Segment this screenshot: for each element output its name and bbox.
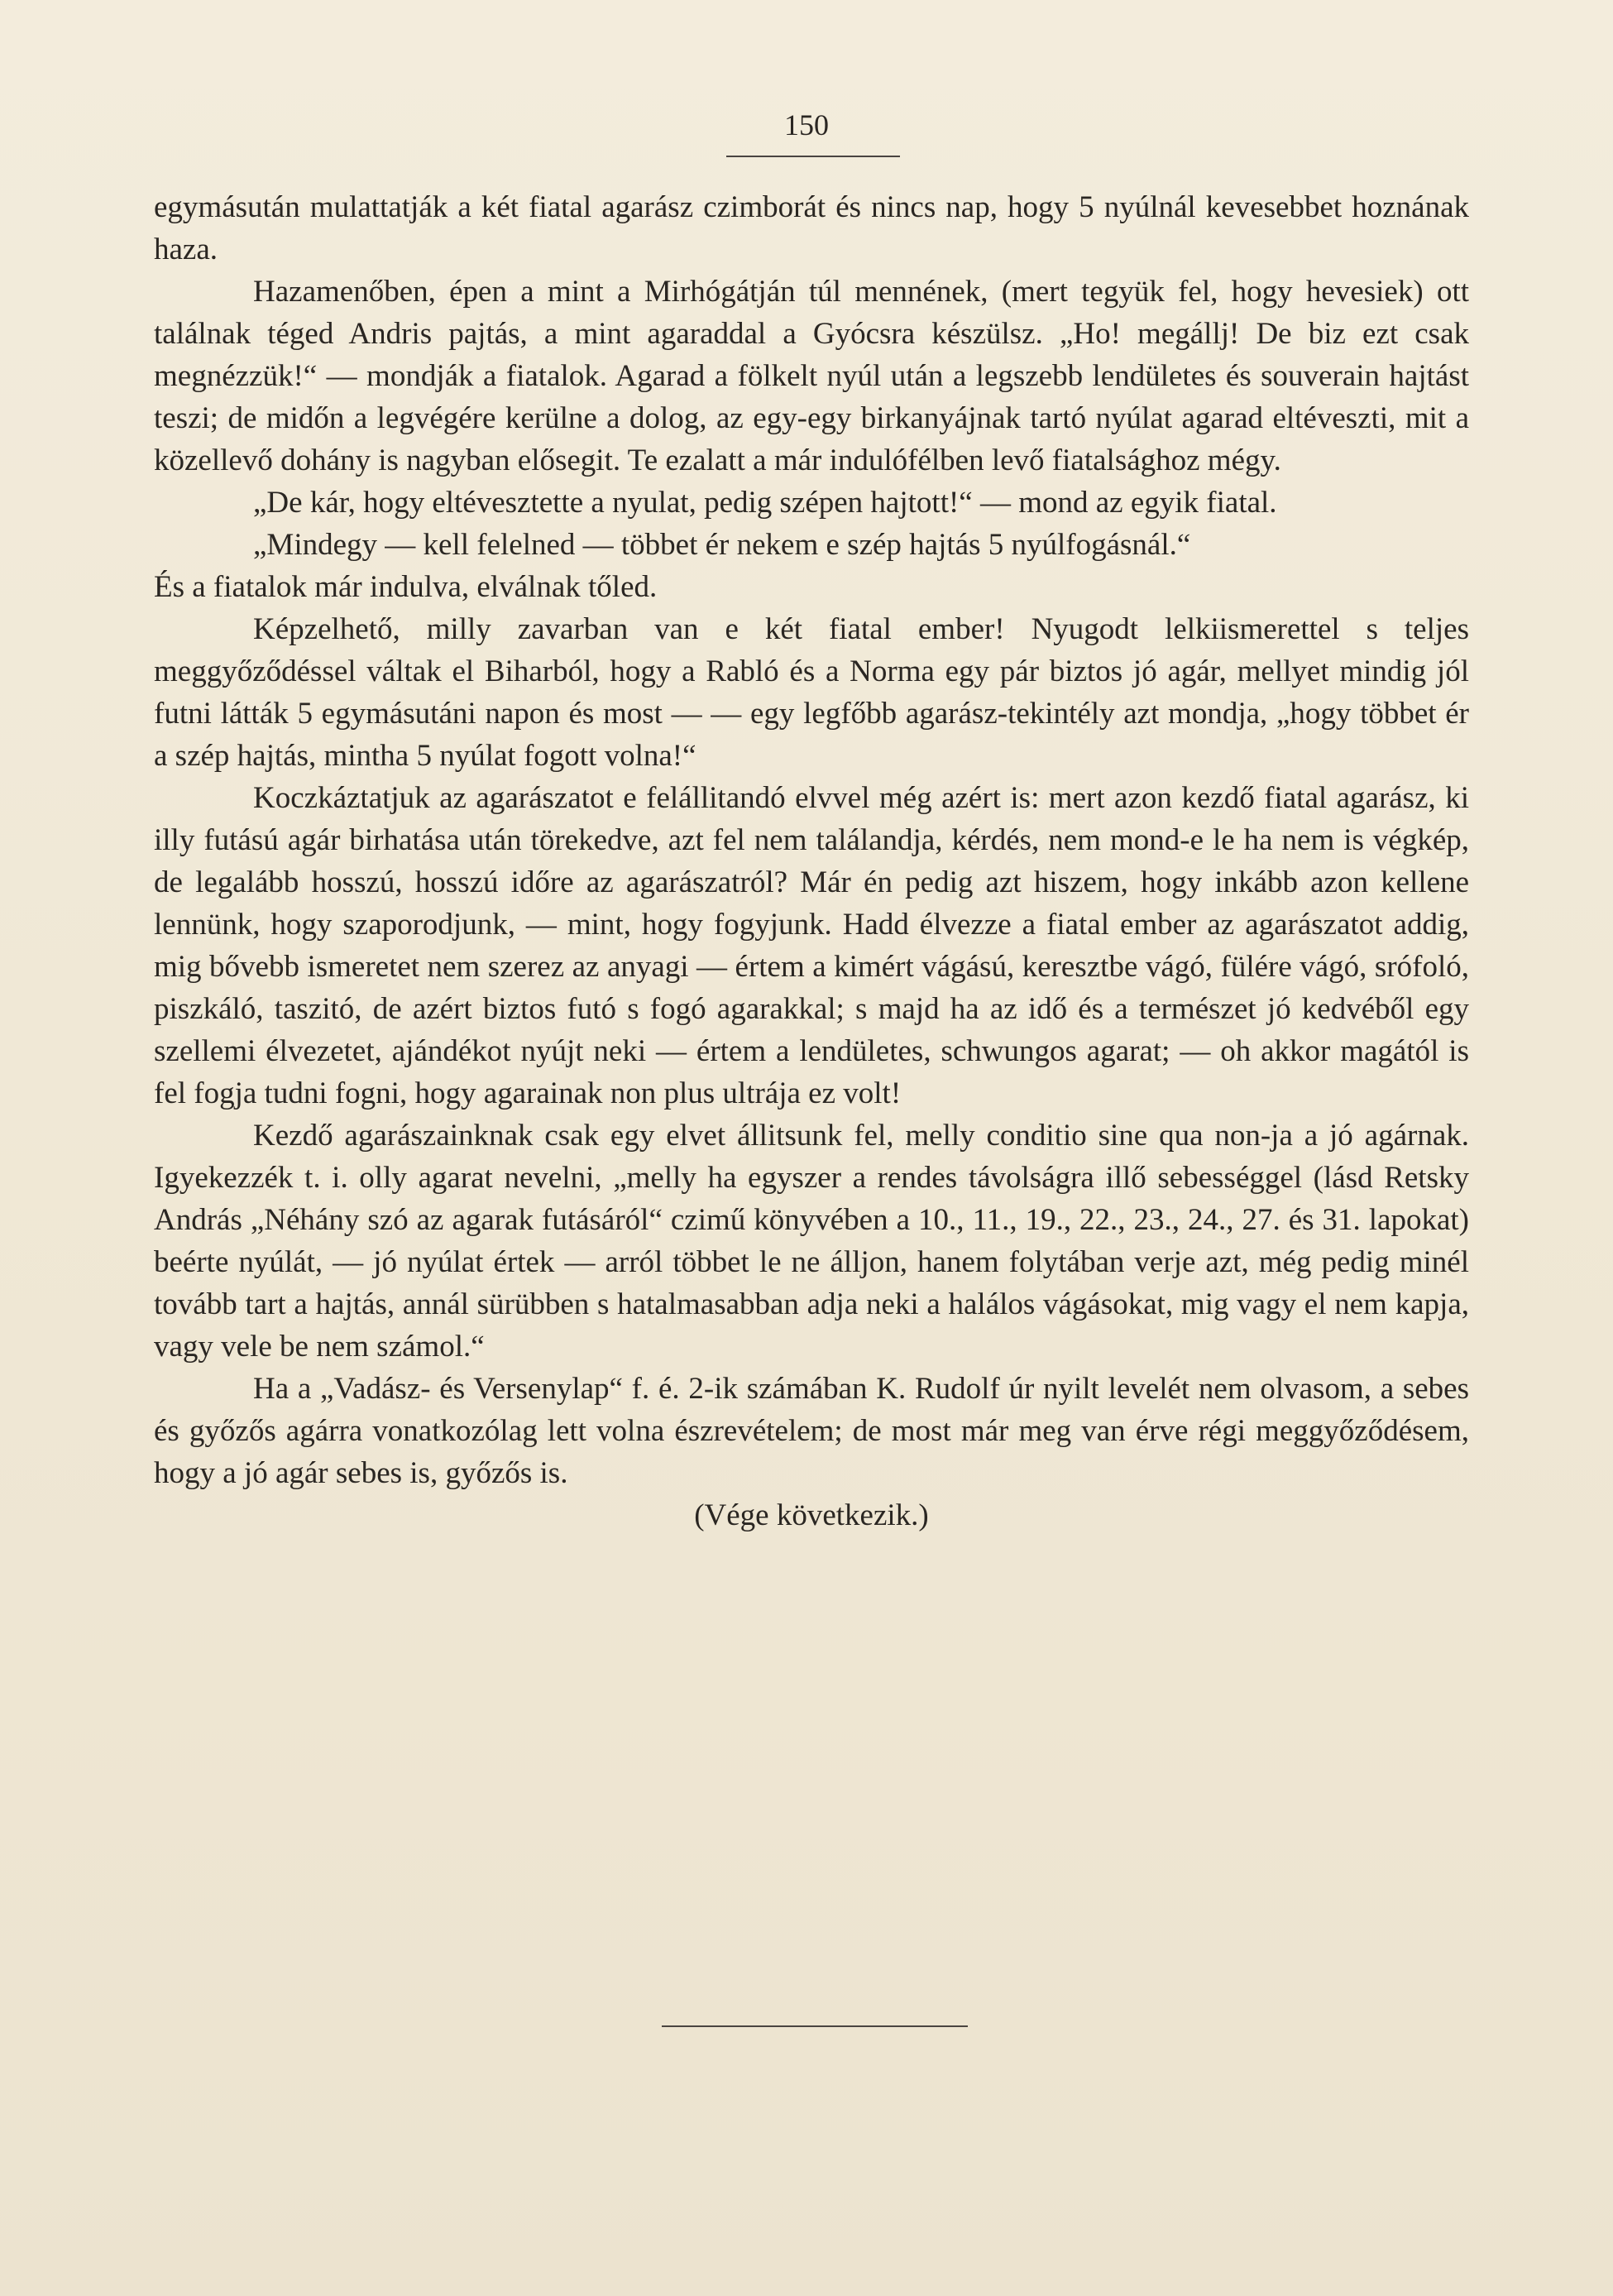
paragraph: Koczkáztatjuk az agarászatot e felállitandó elvvel még azért is: mert azon kezdő fiatal agarász, ki illy futású agár birhatása után törekedve, azt fel nem találandja, kérdés, nem mond-e le ha nem is végkép, de legalább hosszú, hosszú időre az agarászatról? Már én pedig azt hiszem, hogy inkább azon kellene lennünk, hogy szaporodjunk, — mint, hogy fogyjunk. Hadd élvezze a fiatal ember az agarászatot addig, mig bővebb ismeretet nem szerez az anyagi — értem a kimért vágású, keresztbe vágó, fülére vágó, srófoló, piszkáló, taszitó, de azért biztos futó s fogó agarakkal; s majd ha az idő és a természet jó kedvéből egy szellemi élvezetet, ajándékot nyújt neki — értem a lendületes, schwungos agarat; — oh akkor magától is fel fogja tudni fogni, hogy agarainak non plus ultrája ez volt! (154, 781, 1469, 1110)
paragraph: Kezdő agarászainknak csak egy elvet állitsunk fel, melly conditio sine qua non-ja a jó agárnak. Igyekezzék t. i. olly agarat nevelni, „melly ha egyszer a rendes távolságra illő sebességgel (lásd Retsky András „Néhány szó az agarak futásáról“ czimű könyvében a 10., 11., 19., 22., 23., 24., 27. és 31. lapokat) beérte nyúlát, — jó nyúlat értek — arról többet le ne álljon, hanem folytában verje azt, még pedig minél tovább tart a hajtás, annál sürübben s hatalmasabban adja neki a halálos vágásokat, mig vagy el nem kapja, vagy vele be nem számol.“ (154, 1119, 1469, 1364)
paragraph: Ha a „Vadász- és Versenylap“ f. é. 2-ik számában K. Rudolf úr nyilt levelét nem olvasom, a sebes és győzős agárra vonatkozólag lett volna észrevételem; de most már meg van érve régi meggyőződésem, hogy a jó agár sebes is, győzős is. (154, 1372, 1469, 1490)
paragraph: „Mindegy — kell felelned — többet ér nekem e szép hajtás 5 nyúlfogásnál.“ (253, 528, 1191, 562)
continuation-note: (Vége következik.) (694, 1498, 929, 1532)
paragraph: És a fiatalok már indulva, elválnak tőled. (154, 570, 658, 604)
end-rule (662, 2025, 968, 2027)
header-rule (726, 156, 900, 157)
article-body (154, 186, 1469, 1536)
paragraph: Képzelhető, milly zavarban van e két fiatal ember! Nyugodt lelkiismerettel s teljes meggyőződéssel váltak el Biharból, hogy a Rabló és a Norma egy pár biztos jó agár, mellyet mindig jól futni látták 5 egymásutáni napon és most — — egy legfőbb agarász-tekintély azt mondja, „hogy többet ér a szép hajtás, mintha 5 nyúlat fogott volna!“ (154, 612, 1469, 773)
paragraph: Hazamenőben, épen a mint a Mirhógátján túl mennének, (mert tegyük fel, hogy hevesiek) ott találnak téged Andris pajtás, a mint agaraddal a Gyócsra készülsz. „Ho! megállj! De biz ezt csak megnézzük!“ — mondják a fiatalok. Agarad a fölkelt nyúl után a legszebb lendületes és souverain hajtást teszi; de midőn a legvégére kerülne a dolog, az egy-egy birkanyájnak tartó nyúlat agarad eltéveszti, mit a közellevő dohány is nagyban elősegit. Te ezalatt a már indulófélben levő fiatalsághoz mégy. (154, 275, 1469, 477)
paragraph: egymásután mulattatják a két fiatal agarász czimborát és nincs nap, hogy 5 nyúlnál kevesebbet hoznának haza. (154, 190, 1469, 266)
page-number: 150 (784, 108, 829, 141)
paragraph: „De kár, hogy eltévesztette a nyulat, pedig szépen hajtott!“ — mond az egyik fiatal. (253, 486, 1277, 520)
